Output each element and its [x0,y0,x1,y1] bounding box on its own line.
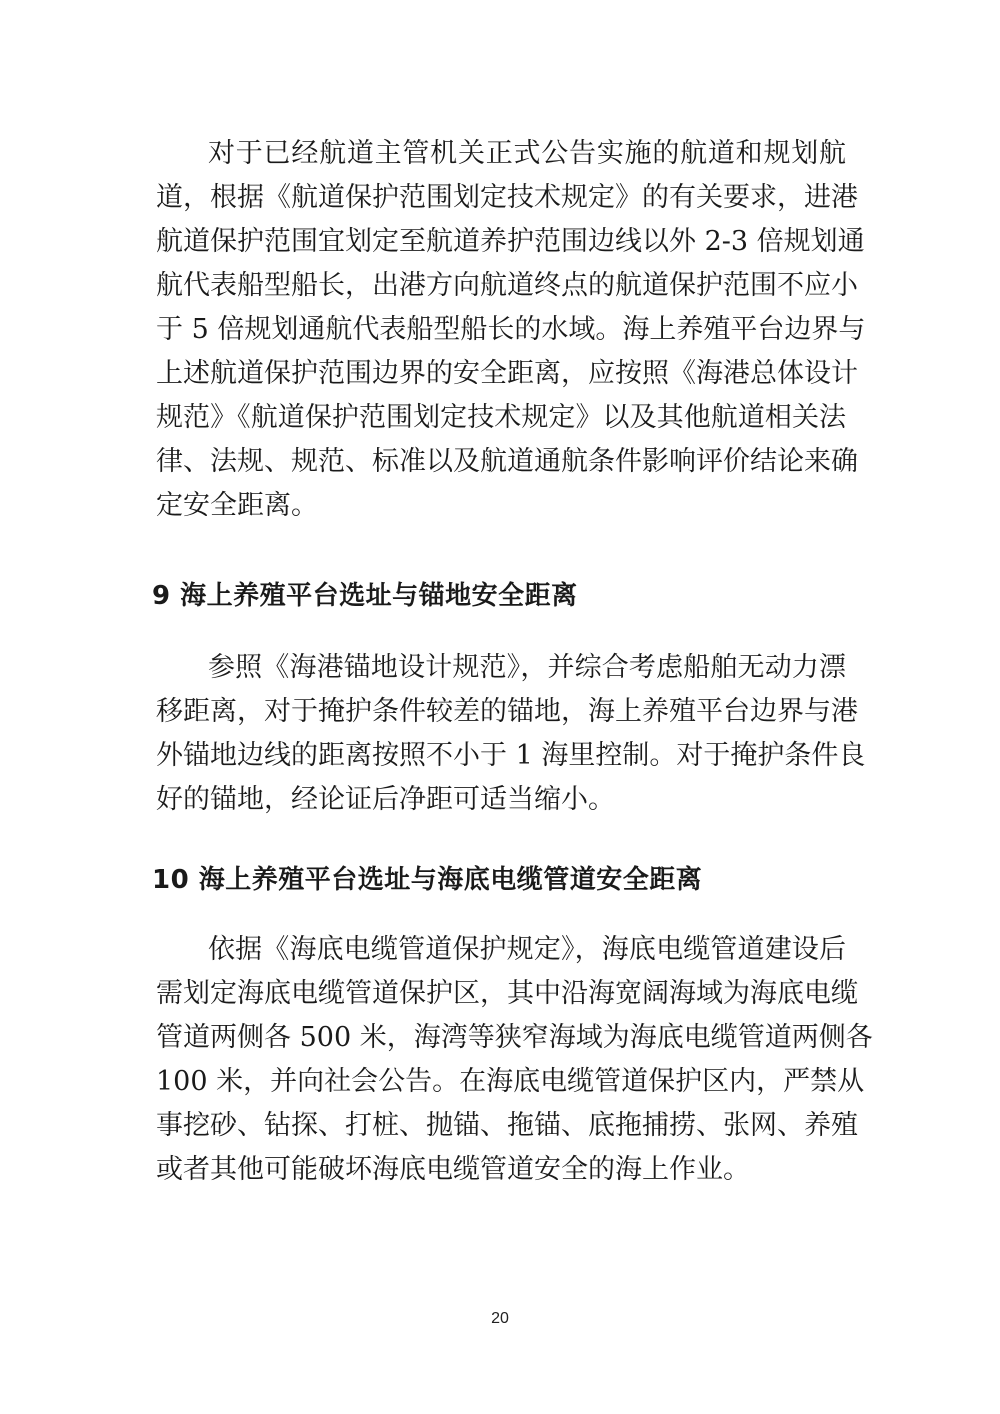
text-line: 依据《海底电缆管道保护规定》，海底电缆管道建设后 [208,934,846,965]
text-line: 航道保护范围宜划定至航道养护范围边线以外 2-3 倍规划通 [156,226,865,257]
text-line: 100 米，并向社会公告。在海底电缆管道保护区内，严禁从 [156,1066,865,1097]
text-line: 航代表船型船长，出港方向航道终点的航道保护范围不应小 [156,270,858,301]
text-line: 道，根据《航道保护范围划定技术规定》的有关要求，进港 [156,182,858,213]
text-line: 律、法规、规范、标准以及航道通航条件影响评价结论来确 [156,446,858,477]
text-line: 定安全距离。 [156,490,318,521]
text-line: 移距离，对于掩护条件较差的锚地，海上养殖平台边界与港 [156,696,858,727]
section-heading-9: 9 海上养殖平台选址与锚地安全距离 [152,581,578,611]
text-line: 或者其他可能破坏海底电缆管道安全的海上作业。 [156,1154,750,1185]
text-line: 好的锚地，经论证后净距可适当缩小。 [156,784,615,815]
text-line: 于 5 倍规划通航代表船型船长的水域。海上养殖平台边界与 [156,314,866,345]
text-line: 对于已经航道主管机关正式公告实施的航道和规划航 [208,138,846,169]
text-line: 外锚地边线的距离按照不小于 1 海里控制。对于掩护条件良 [156,740,866,771]
text-line: 管道两侧各 500 米，海湾等狭窄海域为海底电缆管道两侧各 [156,1022,873,1053]
text-line: 规范》《航道保护范围划定技术规定》以及其他航道相关法 [156,402,846,433]
text-line: 上述航道保护范围边界的安全距离，应按照《海港总体设计 [156,358,858,389]
text-line: 事挖砂、钻探、打桩、抛锚、拖锚、底拖捕捞、张网、养殖 [156,1110,858,1141]
text-line: 需划定海底电缆管道保护区，其中沿海宽阔海域为海底电缆 [156,978,858,1009]
text-line: 参照《海港锚地设计规范》，并综合考虑船舶无动力漂 [208,652,846,683]
section-heading-10: 10 海上养殖平台选址与海底电缆管道安全距离 [152,865,703,895]
page-number: 20 [491,1310,509,1327]
